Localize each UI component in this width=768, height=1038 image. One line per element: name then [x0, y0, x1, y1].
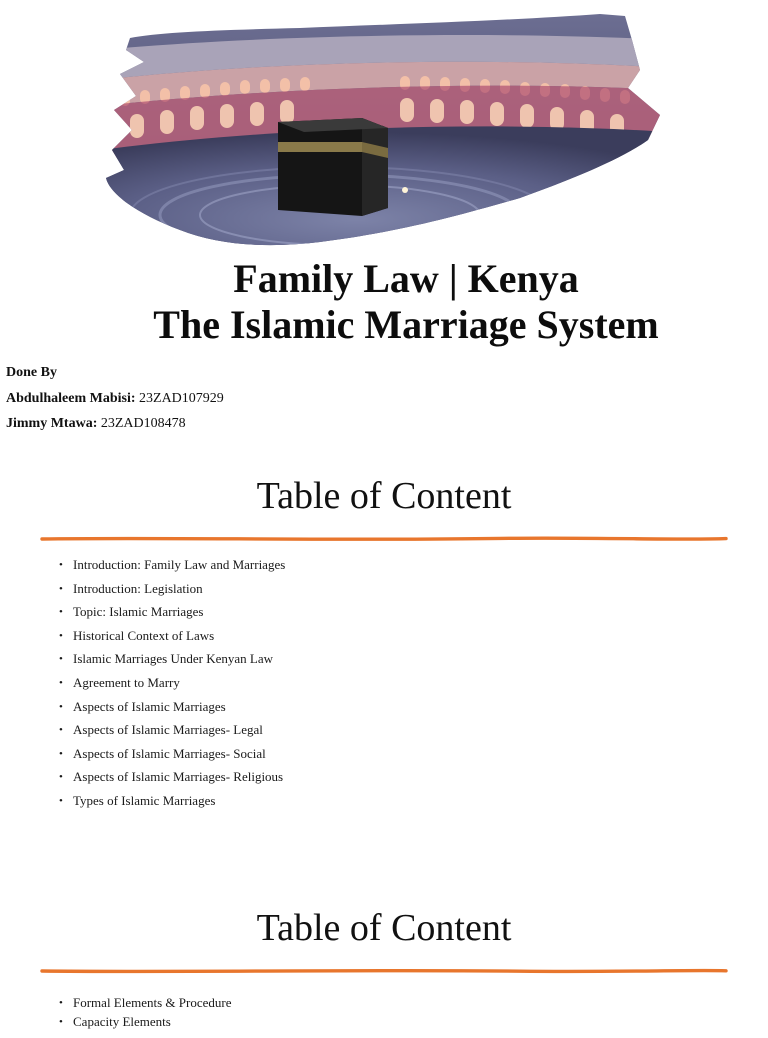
toc-item[interactable] [56, 746, 285, 770]
toc-item-label: Formal Elements & Procedure [73, 995, 232, 1010]
toc-item-label: Capacity Elements [73, 1014, 171, 1029]
toc-item-label: Introduction: Legislation [73, 580, 203, 596]
toc-item-label: Historical Context of Laws [73, 627, 215, 643]
toc-item[interactable] [56, 675, 285, 699]
toc-item[interactable] [56, 604, 285, 628]
toc-item[interactable] [56, 628, 285, 652]
toc-item[interactable] [56, 581, 285, 605]
toc-list [56, 557, 285, 817]
toc-item[interactable] [56, 769, 285, 793]
authors-block [6, 360, 224, 437]
toc-item[interactable] [56, 651, 285, 675]
toc-item-label: Topic: Islamic Marriages [73, 604, 204, 620]
author-name: Abdulhaleem Mabisi: [6, 390, 136, 406]
bullet-icon: • [59, 559, 63, 571]
document-title [0, 256, 768, 348]
author-id: 23ZAD107929 [135, 390, 224, 406]
toc-item-label: Aspects of Islamic Marriages- Social [73, 745, 266, 761]
toc-item[interactable] [56, 1014, 232, 1038]
toc-item-label: Aspects of Islamic Marriages [73, 698, 226, 714]
toc-item-label: Agreement to Marry [73, 674, 180, 690]
toc-list [56, 995, 232, 1038]
bullet-icon: • [59, 771, 63, 784]
toc-divider [40, 967, 728, 975]
kaaba-photo-icon [100, 10, 670, 250]
toc-item-label: Introduction: Family Law and Marriages [73, 557, 286, 572]
bullet-icon: • [59, 653, 63, 666]
bullet-icon: • [59, 747, 63, 760]
title-line-1: Family Law | Kenya [233, 256, 579, 301]
authors-heading: Done By [6, 365, 57, 380]
toc-item[interactable] [56, 995, 232, 1014]
bullet-icon: • [59, 997, 63, 1009]
toc-item[interactable] [56, 557, 285, 581]
toc-item-label: Aspects of Islamic Marriages- Religious [73, 769, 284, 785]
bullet-icon: • [59, 700, 63, 713]
toc-item-label: Types of Islamic Marriages [73, 792, 216, 808]
toc-item[interactable] [56, 722, 285, 746]
title-line-2: The Islamic Marriage System [153, 302, 659, 347]
bullet-icon: • [59, 629, 63, 642]
bullet-icon: • [59, 676, 63, 689]
bullet-icon: • [59, 1016, 63, 1028]
toc-item[interactable] [56, 793, 285, 817]
author-id: 23ZAD108478 [97, 416, 186, 431]
author-row [6, 411, 224, 437]
toc-item-label: Islamic Marriages Under Kenyan Law [73, 651, 273, 667]
toc-item[interactable] [56, 699, 285, 723]
author-name: Jimmy Mtawa: [6, 416, 98, 431]
toc-divider [40, 535, 728, 543]
toc-item-label: Aspects of Islamic Marriages- Legal [73, 722, 263, 738]
bullet-icon: • [59, 794, 63, 807]
toc-heading: Table of Content [256, 475, 512, 517]
bullet-icon: • [59, 606, 63, 619]
bullet-icon: • [59, 724, 63, 737]
author-row [6, 386, 224, 412]
bullet-icon: • [59, 582, 63, 595]
hero-image [100, 10, 670, 250]
toc-heading: Table of Content [256, 907, 512, 949]
